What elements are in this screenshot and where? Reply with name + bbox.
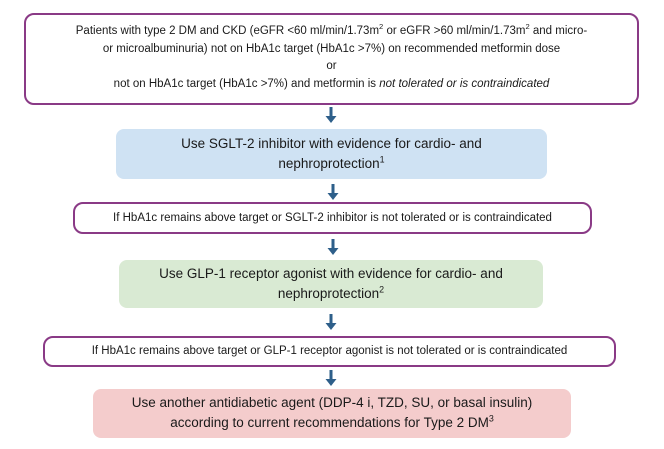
glp1-line-2: nephroprotection$^2$ (277, 284, 385, 301)
other-agent-step-box (93, 389, 571, 438)
down-arrow-icon (325, 107, 337, 123)
glp1-step-box (119, 260, 543, 308)
criteria-line-4: not on HbA1c target (HbA1c >7%) and metformin is not tolerated or is contraindicated (113, 77, 550, 90)
other-agent-line-1: Use another antidiabetic agent (DDP-4 i, TZD, SU, or basal insulin) (131, 395, 533, 410)
sglt2-line-1: Use SGLT-2 inhibitor with evidence for cardio- and (181, 136, 482, 151)
sglt2-line-2: nephroprotection$^1$ (278, 154, 385, 171)
glp1-condition-text: If HbA1c remains above target or GLP-1 receptor agonist is not tolerated or is contraindicated (91, 345, 568, 357)
criteria-line-2: or microalbuminuria) not on HbA1c target (HbA1c >7%) on recommended metformin dose (102, 42, 561, 55)
other-agent-line-2: according to current recommendations for Type 2 $DM^3$ (170, 413, 494, 430)
down-arrow-icon (327, 184, 339, 200)
down-arrow-icon (325, 314, 337, 330)
down-arrow-icon (325, 370, 337, 386)
glp1-condition-box (43, 336, 616, 367)
glp1-line-1: Use GLP-1 receptor agonist with evidence for cardio- and (159, 266, 503, 281)
sglt2-step-box (116, 129, 547, 179)
criteria-line-1: Patients with type 2 DM and CKD (eGFR <60 $ml/\min/1.73m^2$ or eGFR >60 $ml/\min/1.73m^2$ and micro- (75, 22, 588, 37)
sglt2-condition-box (73, 202, 592, 234)
sglt2-condition-text: If HbA1c remains above target or SGLT-2 inhibitor is not tolerated or is contraindicated (113, 212, 552, 224)
patient-criteria-box (24, 13, 639, 105)
down-arrow-icon (327, 239, 339, 255)
criteria-or: or (326, 60, 337, 72)
